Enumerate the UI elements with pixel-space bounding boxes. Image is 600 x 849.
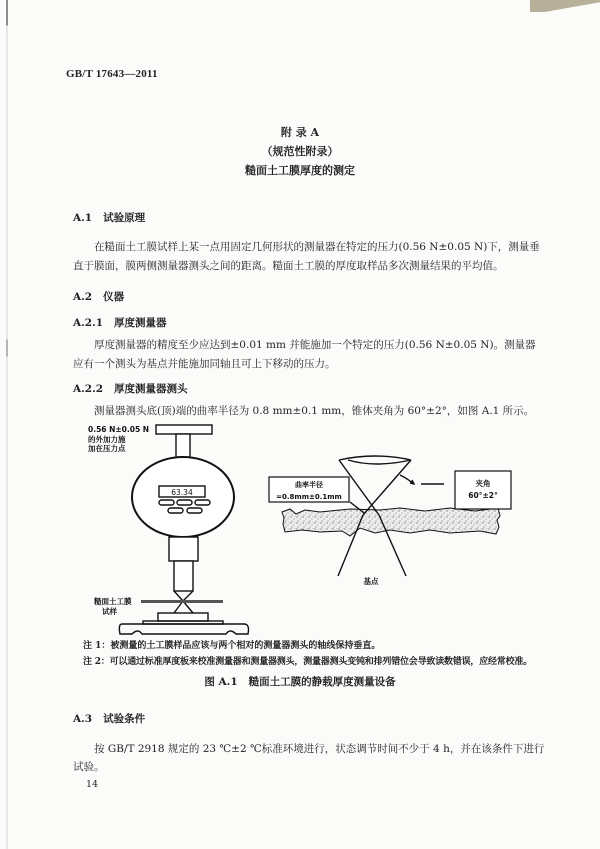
appendix-subtitle: 糙面土工膜厚度的测定 xyxy=(245,164,355,177)
section-a2-heading: A.2 仪器 xyxy=(73,291,125,303)
figure-note-1: 注 1：被测量的土工膜样品应该与两个相对的测量器测头的轴线保持垂直。 xyxy=(83,641,381,651)
appendix-title: 附 录 A xyxy=(280,126,320,139)
rough-geomembrane-section xyxy=(282,508,500,536)
svg-text:=0.8mm±0.1mm: =0.8mm±0.1mm xyxy=(276,493,342,501)
section-a3-heading: A.3 试验条件 xyxy=(73,713,146,725)
svg-text:夹角: 夹角 xyxy=(475,479,491,488)
section-a3-paragraph-line2: 试验。 xyxy=(73,761,105,773)
standard-code-header: GB/T 17643—2011 xyxy=(66,68,158,80)
section-a22-heading: A.2.2 厚度测量器测头 xyxy=(73,383,188,395)
force-label-line3: 加在压力点 xyxy=(88,444,126,453)
appendix-type: （规范性附录） xyxy=(261,145,339,158)
sample-label-line2: 试样 xyxy=(102,607,117,616)
section-a21-paragraph-line1: 厚度测量器的精度至少应达到±0.01 mm 并能施加一个特定的压力(0.56 N±0.05 N)。测量器 xyxy=(94,339,536,351)
section-a21-heading: A.2.1 厚度测量器 xyxy=(73,317,167,329)
svg-text:曲率半径: 曲率半径 xyxy=(295,481,323,489)
force-label-line2: 的外加力施 xyxy=(88,435,126,444)
sample-label-line1: 糙面土工膜 xyxy=(94,597,132,606)
thickness-gauge-diagram xyxy=(80,420,560,640)
page-number: 14 xyxy=(86,779,99,790)
section-a21-paragraph-line2: 应有一个测头为基点并能施加同轴且可上下移动的压力。 xyxy=(73,358,336,370)
base-point-label: 基点 xyxy=(363,577,379,586)
scan-page-corner xyxy=(530,0,600,12)
display-reading: 63.34 xyxy=(171,488,193,497)
section-a22-paragraph-line1: 测量器测头底(顶)端的曲率半径为 0.8 mm±0.1 mm，锥体夹角为 60°±2°，如图 A.1 所示。 xyxy=(94,405,535,417)
svg-text:60°±2°: 60°±2° xyxy=(468,491,498,500)
section-a1-paragraph-line2: 直于膜面，膜两侧测量器测头之间的距离。糙面土工膜的厚度取样品多次测量结果的平均值。 xyxy=(73,260,504,272)
force-label-line1: 0.56 N±0.05 N xyxy=(88,425,150,434)
section-a1-heading: A.1 试验原理 xyxy=(73,212,146,224)
figure-note-2: 注 2：可以通过标准厚度板来校准测量器和测量器测头，测量器测头变钝和排列错位会导致读数错误，应经常校准。 xyxy=(83,657,532,667)
section-a3-paragraph-line1: 按 GB/T 2918 规定的 23 ℃±2 ℃标准环境进行，状态调节时间不少于 4 h，并在该条件下进行 xyxy=(94,743,545,755)
figure-a1 xyxy=(80,420,560,640)
radius-callout xyxy=(269,477,349,502)
figure-caption: 图 A.1 糙面土工膜的静载厚度测量设备 xyxy=(204,676,396,688)
angle-callout xyxy=(455,471,511,509)
sample-film xyxy=(141,600,223,603)
section-a1-paragraph-line1: 在糙面土工膜试样上某一点用固定几何形状的测量器在特定的压力(0.56 N±0.05 N)下，测量垂 xyxy=(94,241,540,253)
